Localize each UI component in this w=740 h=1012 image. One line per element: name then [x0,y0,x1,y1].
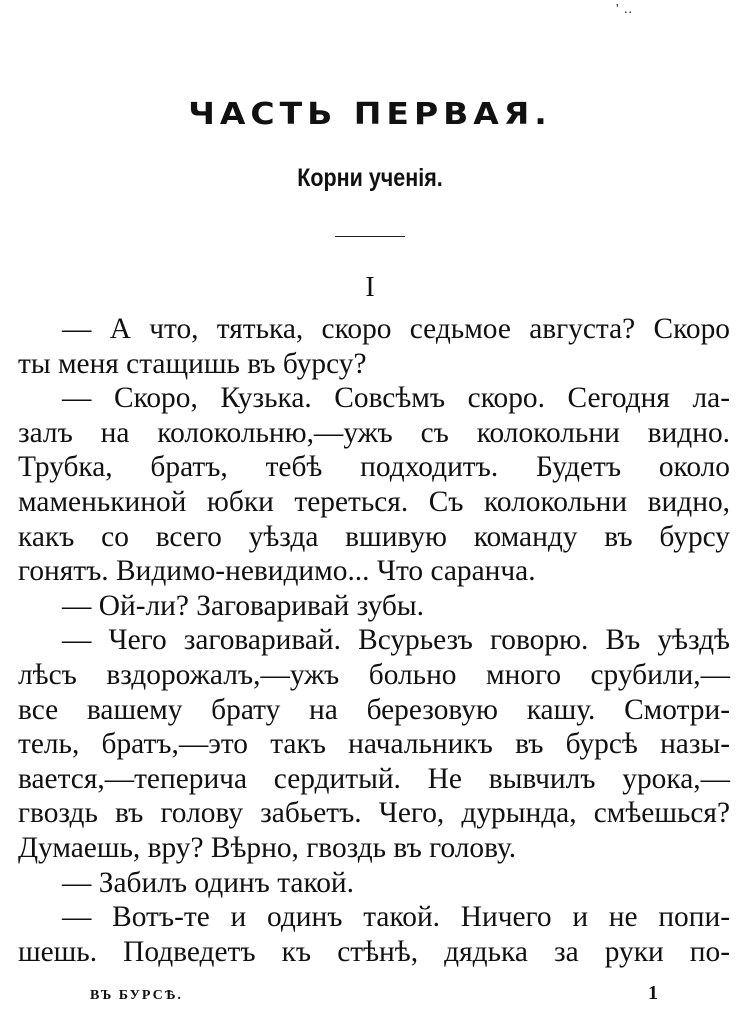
text-line: Трубка, братъ, тебѣ подходитъ. Будетъ около [18,451,730,484]
divider-rule [335,236,405,237]
text-line: гонятъ. Видимо-невидимо... Что саранча. [18,555,536,588]
text-line: маменькиной юбки тереться. Съ колокольни видно, [18,485,730,518]
text-line: залъ на колокольню,—ужъ съ колокольни видно. [18,416,730,449]
body-text [18,312,730,969]
text-line: вается,—теперича сердитый. Не вывчилъ урока,— [18,762,730,795]
text-line: — Скоро, Кузька. Совсѣмъ скоро. Сегодня ла- [62,382,730,415]
text-line: гвоздь въ голову забьетъ. Чего, дурында, смѣешься? [18,797,730,830]
text-line: шешь. Подведетъ къ стѣнѣ, дядька за руки по- [18,935,730,968]
footer-signature: ВЪ БУРСѢ. [90,988,183,1003]
text-line: — Чего заговаривай. Всурьезъ говорю. Въ уѣздѣ [62,624,730,657]
section-title: Корни ученія. [297,164,443,192]
text-line: тель, братъ,—это такъ начальникъ въ бурсѣ назы- [18,728,730,761]
text-line: — Вотъ-те и одинъ такой. Ничего и не попи- [62,901,730,934]
page-number: 1 [648,982,658,1004]
text-line: все вашему брату на березовую кашу. Смотри- [18,693,730,726]
text-line: — Ой-ли? Заговаривай зубы. [62,589,424,622]
chapter-number: I [365,272,375,303]
part-title: ЧАСТЬ ПЕРВАЯ. [188,95,552,132]
text-line: лѣсъ вздорожалъ,—ужъ больно много срубили,— [18,658,730,691]
text-line: Думаешь, вру? Вѣрно, гвоздь въ голову. [18,831,517,864]
corner-mark: ' .. [616,2,634,17]
text-line: — А что, тятька, скоро седьмое августа? Скоро [62,313,730,345]
text-line: ты меня стащишь въ бурсу? [18,347,367,380]
text-line: — Забилъ одинъ такой. [62,866,355,899]
text-line: какъ со всего уѣзда вшивую команду въ бурсу [18,520,730,553]
